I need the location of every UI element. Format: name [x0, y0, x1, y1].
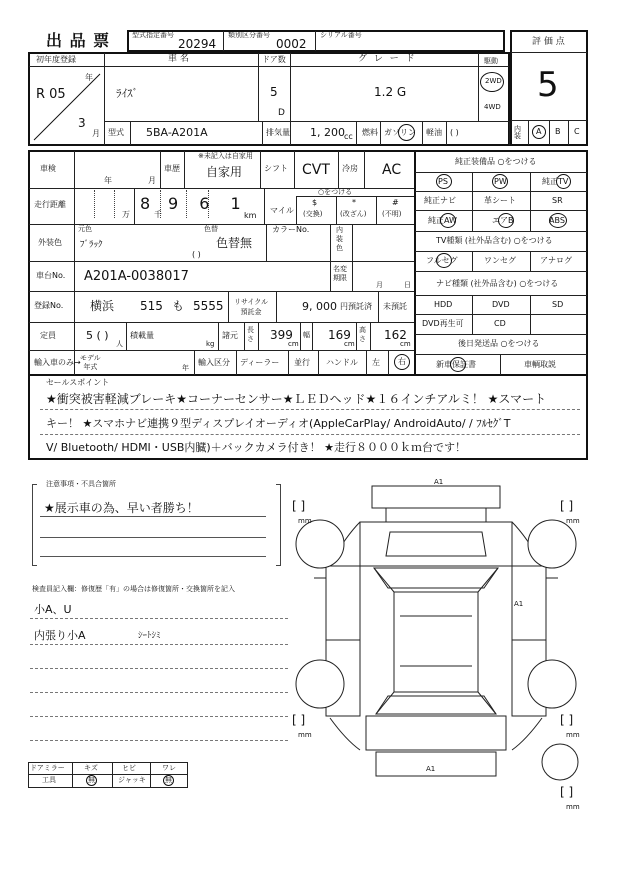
category-value: 0002: [276, 37, 307, 51]
equip-tv-circle: [556, 174, 571, 189]
equip-ps-circle: [436, 174, 452, 189]
displacement-unit: cc: [344, 132, 353, 141]
grade-value: 1.2 G: [374, 85, 407, 99]
legend-scratch: キズ: [84, 764, 98, 772]
tv-analog: アナログ: [540, 256, 572, 265]
bracket-rear-left: [ ]: [292, 713, 306, 727]
len-label: 長さ: [247, 326, 254, 343]
width-value: 169: [328, 328, 351, 342]
unknown-text: (不明): [382, 210, 402, 218]
mileage-km-unit: km: [244, 211, 257, 220]
mileage-label: 走行距離: [34, 200, 66, 209]
nav-title: ナビ種類 (社外品含む) ○をつける: [436, 279, 559, 288]
len-unit: cm: [288, 340, 299, 348]
width-label: 幅: [303, 331, 310, 339]
exchange-text: (交換): [303, 210, 323, 218]
light-oil-label: 軽油: [426, 128, 442, 137]
equip-aw: 純正AW: [428, 216, 457, 225]
bracket-rear-right: [ ]: [560, 713, 574, 727]
name-change-label: 名変 期限: [333, 265, 347, 282]
dim-label: 諸元: [222, 331, 238, 340]
model-code-label: 型式: [108, 128, 124, 137]
tamper-sym: *: [352, 198, 356, 207]
recycle-unit: 円預託済: [340, 302, 372, 311]
score-value: 5: [537, 65, 559, 105]
model-name-label: 車 名: [168, 54, 189, 64]
drive-label: 駆動: [484, 57, 498, 65]
drive-4wd: 4WD: [484, 103, 501, 111]
height-value: 162: [384, 328, 407, 342]
equip-pw-circle: [492, 174, 508, 189]
color-no-label: カラーNo.: [272, 225, 310, 234]
interior-color-label: 内 装 色: [336, 226, 343, 252]
first-reg-label: 初年度登録: [36, 55, 76, 64]
equip-ps: PS: [438, 177, 448, 186]
fuel-gasoline-circle: [398, 124, 415, 141]
legend-jack-value: 無: [165, 776, 172, 784]
notes-text: ★展示車の為、早い者勝ち！: [44, 501, 199, 515]
handle-left: 左: [372, 358, 380, 367]
original-color-label: 元色: [78, 225, 92, 233]
reg-number: 5555: [193, 299, 224, 313]
front-damage-mark: A1: [434, 478, 444, 486]
grade-label: グ レ ー ド: [358, 54, 417, 64]
fuel-value: ガソリン: [384, 128, 416, 137]
model-name-value: ﾗｲｽﾞ: [116, 87, 138, 100]
equip-navi: 純正ナビ: [424, 196, 456, 205]
era-unit: 年: [85, 73, 93, 82]
doors-sub: D: [278, 108, 285, 118]
doors-value: 5: [270, 85, 278, 99]
bracket-spare: [ ]: [560, 785, 574, 799]
len-value: 399: [270, 328, 293, 342]
equip-airbag: エアB: [492, 216, 514, 225]
bracket-front-right: [ ]: [560, 499, 574, 513]
tv-fullseg-circle: [436, 253, 452, 268]
mileage-rest: 9 6 1: [168, 194, 249, 213]
mm-front-left: mm: [298, 517, 312, 525]
legend-tools-value: 無: [88, 776, 95, 784]
equip-title: 純正装備品 ○をつける: [455, 157, 537, 166]
sheet-title: 出 品 票: [46, 31, 111, 50]
bracket-front-left: [ ]: [292, 499, 306, 513]
interior-c: C: [574, 127, 580, 136]
nav-dvd: DVD: [492, 300, 510, 309]
chassis-label: 車台No.: [36, 271, 66, 280]
nav-sd: SD: [552, 300, 564, 309]
equip-airbag-circle: [498, 213, 514, 228]
exchange-sym: $: [312, 198, 318, 207]
displacement-value: 1, 200: [310, 126, 345, 139]
tv-fullseg: フルセグ: [426, 256, 458, 265]
model-year-label: モデル 年式: [80, 354, 101, 371]
height-unit: cm: [400, 340, 411, 348]
sales-label: セールスポイント: [46, 378, 110, 387]
equip-tv: 純正TV: [542, 177, 569, 186]
reg-label: 登録No.: [34, 301, 64, 310]
model-year-unit: 年: [182, 364, 189, 372]
model-code-value: 5BA-A201A: [146, 126, 208, 139]
interior-b: B: [555, 127, 561, 136]
equip-abs-circle: [549, 213, 567, 228]
tv-oneseg: ワンセグ: [484, 256, 516, 265]
notes-label: 注意事項・不具合箇所: [46, 480, 116, 488]
category-label: 類別区分番号: [228, 31, 270, 39]
unknown-sym: #: [392, 198, 399, 207]
legend-jack: ジャッキ: [118, 776, 146, 784]
nav-hdd: HDD: [434, 300, 453, 309]
exterior-label: 外装色: [38, 238, 62, 247]
tamper-text: (改ざん): [340, 210, 367, 218]
parallel-label: 並行: [294, 358, 310, 367]
inspection-label: 車検: [40, 164, 56, 173]
inspector-label: 検査員記入欄：修復歴「有」の場合は修復箇所・交換箇所を記入: [32, 585, 235, 593]
interior-label: 内装: [514, 125, 521, 140]
month-unit: 月: [92, 129, 100, 138]
sales-line3: V/ Bluetooth/ HDMI・USB内臓)＋バックカメラ付き！ ★走行８０００ｋｍ台です！: [46, 441, 467, 454]
width-unit: cm: [344, 340, 355, 348]
reg-class: 515: [140, 299, 163, 313]
name-change-day: 日: [404, 281, 411, 289]
history-note: ※未記入は自家用: [198, 152, 253, 160]
legend-crack: ヒビ: [122, 764, 136, 772]
rear-damage-mark: A1: [426, 765, 436, 773]
score-label: 評 価 点: [532, 37, 565, 47]
inspector-item1: 小A、U: [34, 603, 72, 616]
docs-title: 後日発送品 ○をつける: [458, 339, 540, 348]
ac-label: 冷房: [342, 164, 358, 173]
displacement-label: 排気量: [266, 128, 290, 137]
type-designation-value: 20294: [178, 37, 217, 51]
repaint-paren: ( ): [192, 250, 201, 259]
load-unit: kg: [206, 340, 215, 348]
mileage-sen-unit: 千: [154, 210, 162, 219]
docs-warranty: 新車保証書: [436, 360, 476, 369]
repaint-value: 色替無: [216, 236, 253, 250]
reg-city: 横浜: [90, 299, 115, 313]
capacity-label: 定員: [40, 331, 56, 340]
reg-kana: も: [172, 299, 185, 313]
interior-a: A: [536, 127, 542, 136]
spare-tire: [540, 742, 580, 782]
equip-sr: SR: [552, 196, 563, 205]
equip-leather: 革シート: [484, 196, 516, 205]
mileage-circle-note: ○をつける: [318, 188, 353, 196]
mm-front-right: mm: [566, 517, 580, 525]
import-label: 輸入車のみ→: [34, 358, 81, 367]
first-reg-era: R 05: [36, 87, 66, 102]
sales-line1: ★衝突被害軽減ブレーキ★コーナーセンサー★ＬＥＤヘッド★１６インチアルミ！ ★スマート: [46, 392, 547, 406]
handle-label: ハンドル: [326, 358, 358, 367]
fuel-label: 燃料: [362, 128, 378, 137]
chassis-value: A201A-0038017: [84, 269, 189, 284]
equip-abs: ABS: [549, 216, 565, 225]
shift-label: シフト: [264, 164, 288, 173]
docs-manual: 車輌取説: [524, 360, 556, 369]
load-label: 積載量: [130, 331, 154, 340]
inspector-item2-extra: ｼｰﾄｼﾐ: [138, 631, 161, 641]
legend-mirror: ドアミラー: [30, 764, 65, 772]
dealer-label: ディーラー: [240, 358, 280, 367]
doors-label: ドア数: [262, 55, 286, 64]
mile-label: マイル: [270, 206, 294, 215]
mm-rear-right: mm: [566, 731, 580, 739]
name-change-month: 月: [376, 281, 383, 289]
drive-2wd: 2WD: [485, 77, 502, 85]
first-reg-month: 3: [78, 116, 86, 130]
recycle-label: リサイクル 預託金: [234, 298, 269, 316]
inspection-month-unit: 月: [148, 176, 156, 185]
repaint-label: 色替: [204, 225, 218, 233]
side-damage-mark: A1: [514, 600, 524, 608]
original-color-value: ﾌﾞﾗｯｸ: [80, 240, 103, 250]
nav-cd: CD: [494, 319, 506, 328]
import-cat-label: 輸入区分: [198, 358, 230, 367]
equip-pw: PW: [494, 177, 507, 186]
capacity-value: 5 ( ): [86, 329, 109, 342]
equip-aw-circle: [440, 213, 456, 228]
mileage-thousand: 8: [140, 194, 151, 213]
mm-rear-left: mm: [298, 731, 312, 739]
recycle-unpaid: 未預託: [383, 302, 407, 311]
mm-spare: mm: [566, 803, 580, 811]
height-label: 高さ: [359, 326, 366, 343]
legend-break: ワレ: [162, 764, 176, 772]
sales-line2: キー！ ★スマホナビ連携９型ディスプレイオーディオ(AppleCarPlay/ AndroidAuto/ / ﾌﾙｾｸﾞT: [46, 417, 511, 430]
capacity-unit: 人: [116, 340, 123, 348]
docs-warranty-circle: [450, 357, 466, 372]
inspection-year-unit: 年: [104, 176, 112, 185]
mileage-man-unit: 万: [122, 210, 130, 219]
ac-value: AC: [382, 162, 402, 178]
serial-label: シリアル番号: [320, 31, 362, 39]
history-label: 車歴: [164, 164, 180, 173]
recycle-value: 9, 000: [302, 300, 337, 313]
fuel-other: ( ): [450, 128, 459, 137]
history-value: 自家用: [206, 165, 243, 179]
nav-dvd-play: DVD再生可: [422, 319, 464, 328]
shift-value: CVT: [302, 162, 330, 178]
tv-title: TV種類 (社外品含む) ○をつける: [436, 236, 553, 245]
inspector-item2: 内張り小A: [34, 629, 86, 642]
handle-right: 右: [398, 357, 406, 366]
legend-tools: 工具: [42, 776, 56, 784]
type-designation-label: 型式指定番号: [132, 31, 174, 39]
